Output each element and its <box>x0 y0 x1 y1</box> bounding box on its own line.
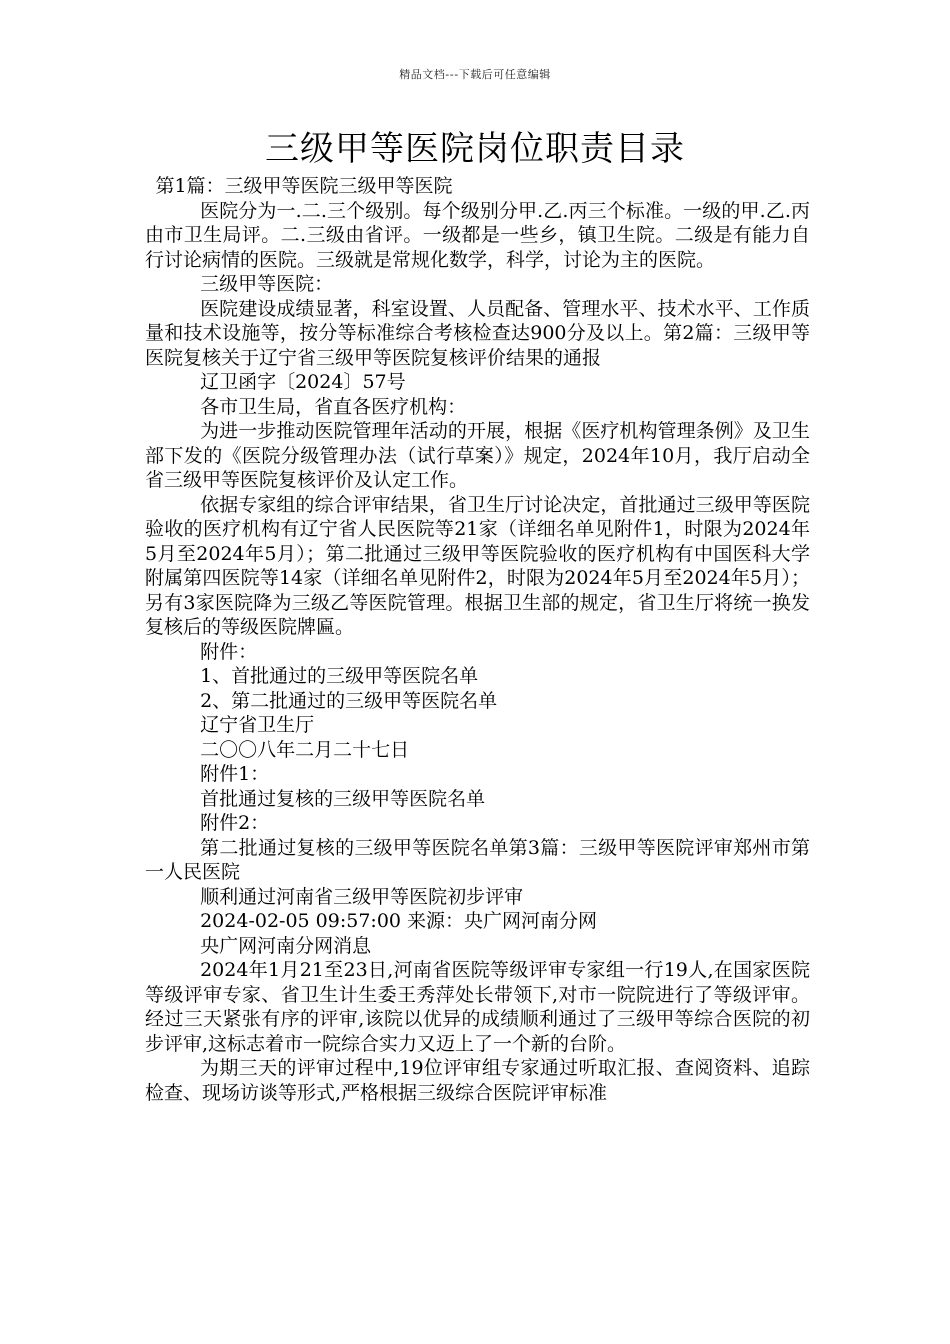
paragraph: 1、首批通过的三级甲等医院名单 <box>200 665 479 687</box>
paragraph: 为期三天的评审过程中,19位评审组专家通过听取汇报、查阅资料、追踪检查、现场访谈等形式,严格根据三级综合医院评审标准 <box>145 1057 810 1104</box>
paragraph: 附件1： <box>200 763 270 785</box>
paragraph: 2024年1月21至23日,河南省医院等级评审专家组一行19人,在国家医院等级评审专家、省卫生计生委王秀萍处长带领下,对市一院院进行了等级评审。经过三天紧张有序的评审,该院以优异的成绩顺利通过了三级甲等综合医院的初步评审,这标志着市一院综合实力又迈上了一个新的台阶。 <box>145 959 810 1055</box>
document-body <box>145 174 810 1105</box>
paragraph: 医院分为一.二.三个级别。每个级别分甲.乙.丙三个标准。一级的甲.乙.丙由市卫生局评。二.三级由省评。一级都是一些乡，镇卫生院。二级是有能力自行讨论病情的医院。三级就是常规化数学，科学，讨论为主的医院。 <box>145 199 810 271</box>
paragraph: 2、第二批通过的三级甲等医院名单 <box>200 689 498 712</box>
paragraph: 附件： <box>200 640 258 663</box>
paragraph: 央广网河南分网消息 <box>200 934 372 957</box>
paragraph: 三级甲等医院： <box>200 273 334 295</box>
paragraph: 二〇〇八年二月二十七日 <box>200 738 410 761</box>
paragraph: 医院建设成绩显著，科室设置、人员配备、管理水平、技术水平、工作质量和技术设施等，按分等标准综合考核检查达900分及以上。第2篇：三级甲等医院复核关于辽宁省三级甲等医院复核评价结果的通报 <box>145 297 810 369</box>
paragraph: 顺利通过河南省三级甲等医院初步评审 <box>200 885 524 908</box>
paragraph: 2024-02-05 09:57:00 来源：央广网河南分网 <box>200 910 598 932</box>
paragraph: 各市卫生局，省直各医疗机构： <box>200 395 467 418</box>
document-title: 三级甲等医院岗位职责目录 <box>265 129 685 169</box>
paragraph: 辽卫函字〔2024〕57号 <box>200 371 406 393</box>
paragraph: 第二批通过复核的三级甲等医院名单第3篇：三级甲等医院评审郑州市第一人民医院 <box>145 836 810 883</box>
paragraph: 附件2： <box>200 812 270 834</box>
paragraph: 辽宁省卫生厅 <box>200 714 315 736</box>
paragraph: 依据专家组的综合评审结果，省卫生厅讨论决定，首批通过三级甲等医院验收的医疗机构有辽宁省人民医院等21家（详细名单见附件1，时限为2024年5月至2024年5月）；第二批通过三级甲等医院验收的医疗机构有中国医科大学附属第四医院等14家（详细名单见附件2，时限为2024年5月至2024年5月）；另有3家医院降为三级乙等医院管理。根据卫生部的规定，省卫生厅将统一换发复核后的等级医院牌匾。 <box>145 493 810 638</box>
header-note: 精品文档---下载后可任意编辑 <box>399 68 551 81</box>
paragraph: 第1篇：三级甲等医院三级甲等医院 <box>155 175 453 197</box>
paragraph: 为进一步推动医院管理年活动的开展，根据《医疗机构管理条例》及卫生部下发的《医院分级管理办法（试行草案）》规定，2024年10月，我厅启动全省三级甲等医院复核评价及认定工作。 <box>145 420 810 491</box>
paragraph: 首批通过复核的三级甲等医院名单 <box>200 787 486 810</box>
